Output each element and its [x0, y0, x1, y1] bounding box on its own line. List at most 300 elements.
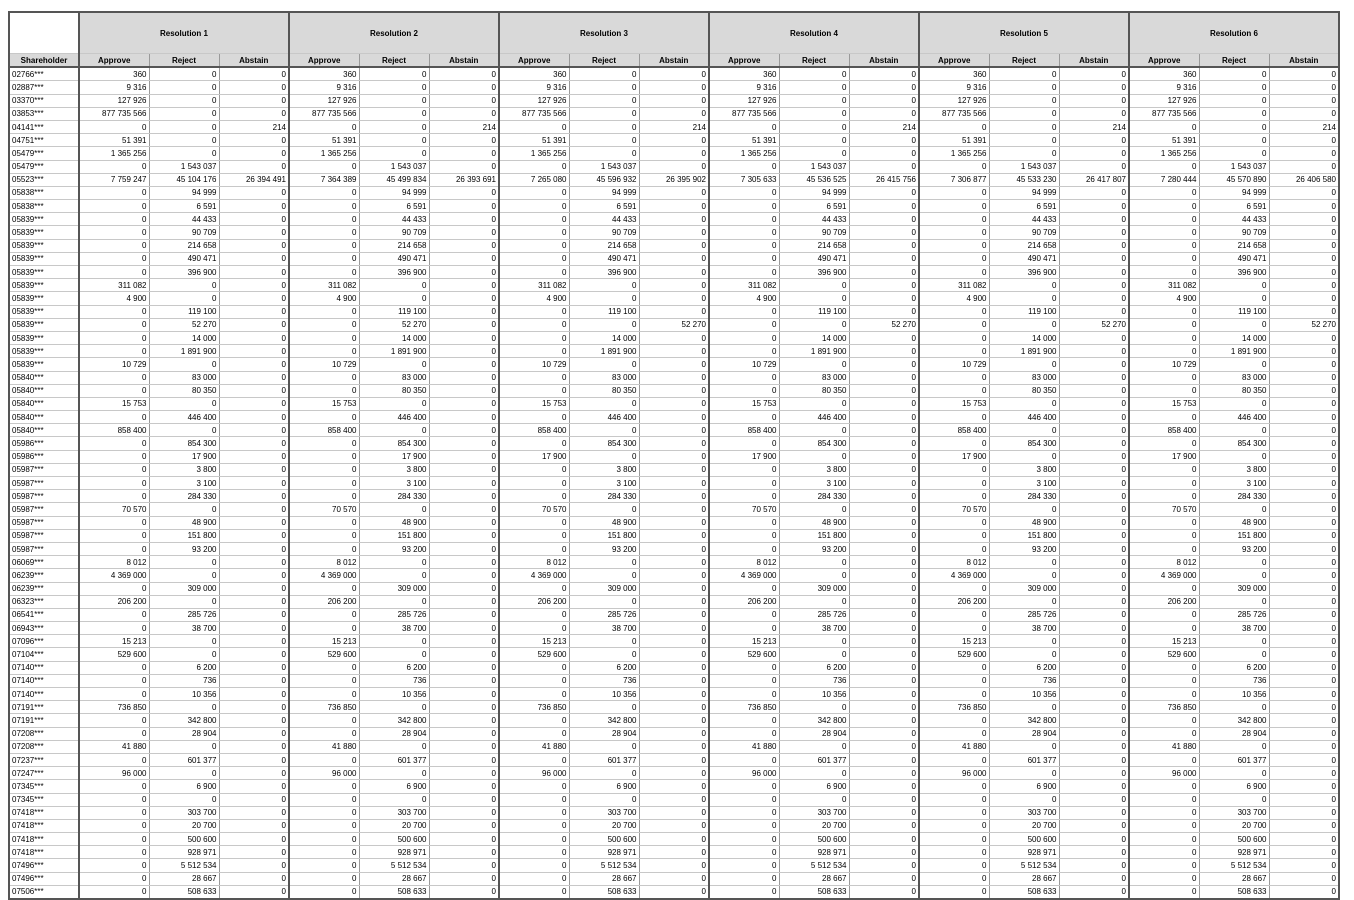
abstain-cell: 0 — [1269, 186, 1339, 199]
abstain-cell: 0 — [639, 661, 709, 674]
reject-cell: 48 900 — [1199, 516, 1269, 529]
reject-cell: 0 — [149, 81, 219, 94]
approve-cell: 0 — [919, 727, 989, 740]
reject-cell: 284 330 — [149, 490, 219, 503]
reject-cell: 48 900 — [989, 516, 1059, 529]
shareholder-cell: 05840*** — [9, 397, 79, 410]
reject-cell: 0 — [1199, 793, 1269, 806]
abstain-cell: 0 — [639, 94, 709, 107]
abstain-cell: 0 — [639, 806, 709, 819]
reject-cell: 14 000 — [359, 331, 429, 344]
abstain-cell: 0 — [1269, 266, 1339, 279]
approve-cell: 1 365 256 — [1129, 147, 1199, 160]
reject-cell: 90 709 — [989, 226, 1059, 239]
abstain-cell: 0 — [1059, 622, 1129, 635]
approve-cell: 0 — [1129, 411, 1199, 424]
abstain-cell: 0 — [639, 411, 709, 424]
approve-cell: 0 — [919, 806, 989, 819]
reject-cell: 0 — [779, 94, 849, 107]
approve-cell: 0 — [709, 529, 779, 542]
approve-cell: 0 — [919, 463, 989, 476]
abstain-cell: 0 — [849, 107, 919, 120]
shareholder-cell: 06541*** — [9, 608, 79, 621]
abstain-cell: 0 — [1269, 424, 1339, 437]
approve-header: Approve — [289, 54, 359, 68]
approve-cell: 0 — [79, 252, 149, 265]
approve-cell: 0 — [709, 490, 779, 503]
abstain-cell: 0 — [849, 661, 919, 674]
reject-cell: 94 999 — [149, 186, 219, 199]
abstain-cell: 0 — [1269, 147, 1339, 160]
abstain-cell: 0 — [849, 200, 919, 213]
abstain-cell: 0 — [639, 226, 709, 239]
abstain-cell: 0 — [849, 833, 919, 846]
abstain-cell: 0 — [1059, 780, 1129, 793]
approve-cell: 15 753 — [79, 397, 149, 410]
abstain-cell: 0 — [1059, 635, 1129, 648]
reject-cell: 0 — [149, 397, 219, 410]
shareholder-cell: 05839*** — [9, 213, 79, 226]
abstain-cell: 0 — [849, 780, 919, 793]
abstain-cell: 0 — [1059, 674, 1129, 687]
approve-cell: 0 — [499, 437, 569, 450]
abstain-cell: 0 — [639, 463, 709, 476]
abstain-cell: 0 — [1059, 701, 1129, 714]
approve-cell: 0 — [499, 661, 569, 674]
shareholder-cell: 05987*** — [9, 542, 79, 555]
abstain-cell: 0 — [219, 529, 289, 542]
abstain-cell: 0 — [849, 292, 919, 305]
abstain-cell: 0 — [429, 859, 499, 872]
reject-cell: 0 — [359, 648, 429, 661]
approve-cell: 0 — [499, 714, 569, 727]
abstain-cell: 0 — [639, 358, 709, 371]
abstain-cell: 0 — [1269, 437, 1339, 450]
reject-cell: 20 700 — [359, 819, 429, 832]
approve-cell: 0 — [919, 859, 989, 872]
approve-cell: 0 — [499, 477, 569, 490]
reject-cell: 28 667 — [359, 872, 429, 885]
approve-cell: 0 — [79, 120, 149, 133]
abstain-cell: 0 — [849, 147, 919, 160]
abstain-cell: 0 — [1269, 331, 1339, 344]
abstain-cell: 0 — [1269, 397, 1339, 410]
abstain-cell: 0 — [639, 846, 709, 859]
approve-cell: 0 — [499, 806, 569, 819]
abstain-cell: 0 — [219, 740, 289, 753]
approve-cell: 127 926 — [709, 94, 779, 107]
table-row — [9, 490, 1339, 503]
reject-cell: 45 499 834 — [359, 173, 429, 186]
reject-cell: 0 — [989, 595, 1059, 608]
reject-cell: 446 400 — [779, 411, 849, 424]
abstain-cell: 0 — [639, 727, 709, 740]
reject-cell: 0 — [989, 358, 1059, 371]
abstain-cell: 0 — [639, 885, 709, 899]
reject-cell: 3 800 — [779, 463, 849, 476]
abstain-cell: 0 — [429, 279, 499, 292]
abstain-cell: 0 — [1269, 345, 1339, 358]
reject-cell: 0 — [569, 67, 639, 81]
abstain-cell: 0 — [429, 200, 499, 213]
abstain-cell: 0 — [429, 292, 499, 305]
reject-cell: 0 — [1199, 134, 1269, 147]
shareholder-cell: 05987*** — [9, 529, 79, 542]
reject-cell: 6 591 — [989, 200, 1059, 213]
reject-cell: 119 100 — [359, 305, 429, 318]
approve-cell: 0 — [79, 266, 149, 279]
approve-cell: 0 — [709, 661, 779, 674]
abstain-cell: 0 — [1059, 371, 1129, 384]
approve-cell: 311 082 — [919, 279, 989, 292]
approve-cell: 877 735 566 — [1129, 107, 1199, 120]
table-row — [9, 384, 1339, 397]
reject-cell: 3 800 — [149, 463, 219, 476]
approve-cell: 8 012 — [499, 556, 569, 569]
reject-cell: 736 — [779, 674, 849, 687]
approve-cell: 0 — [919, 688, 989, 701]
reject-cell: 119 100 — [149, 305, 219, 318]
abstain-cell: 0 — [1269, 490, 1339, 503]
approve-cell: 0 — [919, 411, 989, 424]
shareholder-cell: 06943*** — [9, 622, 79, 635]
reject-cell: 0 — [569, 635, 639, 648]
reject-cell: 48 900 — [149, 516, 219, 529]
reject-cell: 119 100 — [569, 305, 639, 318]
approve-cell: 9 316 — [1129, 81, 1199, 94]
approve-cell: 15 213 — [79, 635, 149, 648]
abstain-cell: 0 — [1269, 793, 1339, 806]
shareholder-cell: 05987*** — [9, 503, 79, 516]
reject-cell: 80 350 — [989, 384, 1059, 397]
abstain-cell: 0 — [1269, 872, 1339, 885]
abstain-cell: 0 — [1059, 793, 1129, 806]
abstain-cell: 0 — [1059, 463, 1129, 476]
reject-cell: 20 700 — [779, 819, 849, 832]
approve-cell: 4 900 — [499, 292, 569, 305]
abstain-cell: 0 — [1059, 331, 1129, 344]
approve-cell: 0 — [709, 885, 779, 899]
approve-cell: 0 — [289, 582, 359, 595]
shareholder-cell: 07496*** — [9, 859, 79, 872]
shareholder-cell: 05986*** — [9, 437, 79, 450]
approve-cell: 0 — [79, 806, 149, 819]
approve-cell: 15 213 — [919, 635, 989, 648]
abstain-cell: 0 — [429, 516, 499, 529]
reject-cell: 3 100 — [569, 477, 639, 490]
abstain-cell: 0 — [1059, 252, 1129, 265]
reject-cell: 601 377 — [149, 753, 219, 766]
approve-cell: 0 — [79, 450, 149, 463]
abstain-cell: 0 — [639, 239, 709, 252]
reject-header: Reject — [779, 54, 849, 68]
approve-cell: 858 400 — [709, 424, 779, 437]
abstain-cell: 0 — [639, 134, 709, 147]
abstain-cell: 0 — [639, 186, 709, 199]
table-row — [9, 872, 1339, 885]
abstain-cell: 0 — [219, 503, 289, 516]
reject-cell: 3 100 — [1199, 477, 1269, 490]
approve-cell: 0 — [709, 674, 779, 687]
abstain-cell: 0 — [639, 252, 709, 265]
shareholder-cell: 07496*** — [9, 872, 79, 885]
abstain-cell: 0 — [849, 635, 919, 648]
reject-cell: 928 971 — [359, 846, 429, 859]
reject-cell: 0 — [359, 767, 429, 780]
approve-cell: 0 — [919, 200, 989, 213]
reject-cell: 0 — [569, 450, 639, 463]
reject-cell: 38 700 — [149, 622, 219, 635]
approve-cell: 0 — [709, 542, 779, 555]
abstain-cell: 0 — [429, 846, 499, 859]
abstain-cell: 0 — [849, 714, 919, 727]
shareholder-cell: 07140*** — [9, 661, 79, 674]
abstain-cell: 0 — [219, 266, 289, 279]
approve-cell: 0 — [1129, 833, 1199, 846]
approve-cell: 0 — [79, 490, 149, 503]
reject-cell: 1 891 900 — [1199, 345, 1269, 358]
abstain-cell: 0 — [1269, 569, 1339, 582]
abstain-cell: 0 — [429, 477, 499, 490]
approve-cell: 15 213 — [1129, 635, 1199, 648]
abstain-cell: 0 — [429, 94, 499, 107]
abstain-cell: 0 — [849, 622, 919, 635]
approve-cell: 0 — [1129, 331, 1199, 344]
reject-cell: 500 600 — [149, 833, 219, 846]
reject-cell: 854 300 — [989, 437, 1059, 450]
reject-cell: 396 900 — [989, 266, 1059, 279]
reject-cell: 38 700 — [359, 622, 429, 635]
approve-cell: 877 735 566 — [79, 107, 149, 120]
shareholder-cell: 07506*** — [9, 885, 79, 899]
reject-cell: 28 904 — [779, 727, 849, 740]
approve-cell: 17 900 — [1129, 450, 1199, 463]
reject-cell: 94 999 — [569, 186, 639, 199]
approve-cell: 4 369 000 — [1129, 569, 1199, 582]
shareholder-cell: 05479*** — [9, 147, 79, 160]
abstain-cell: 0 — [1059, 542, 1129, 555]
reject-cell: 0 — [149, 424, 219, 437]
approve-cell: 0 — [289, 780, 359, 793]
abstain-cell: 0 — [849, 688, 919, 701]
approve-cell: 0 — [919, 885, 989, 899]
abstain-cell: 0 — [1269, 556, 1339, 569]
corner-cell — [9, 12, 79, 54]
approve-cell: 311 082 — [1129, 279, 1199, 292]
reject-cell: 0 — [989, 67, 1059, 81]
approve-cell: 529 600 — [919, 648, 989, 661]
abstain-cell: 0 — [219, 200, 289, 213]
reject-cell: 508 633 — [1199, 885, 1269, 899]
reject-cell: 0 — [359, 292, 429, 305]
abstain-cell: 0 — [1269, 819, 1339, 832]
table-row — [9, 134, 1339, 147]
abstain-cell: 0 — [1269, 239, 1339, 252]
shareholder-cell: 06323*** — [9, 595, 79, 608]
shareholder-cell: 07140*** — [9, 688, 79, 701]
abstain-cell: 0 — [429, 358, 499, 371]
table-row — [9, 793, 1339, 806]
approve-cell: 127 926 — [1129, 94, 1199, 107]
approve-cell: 0 — [289, 529, 359, 542]
shareholder-cell: 06239*** — [9, 569, 79, 582]
table-row — [9, 833, 1339, 846]
reject-cell: 500 600 — [359, 833, 429, 846]
reject-cell: 48 900 — [569, 516, 639, 529]
abstain-cell: 0 — [429, 806, 499, 819]
abstain-cell: 0 — [429, 595, 499, 608]
reject-cell: 0 — [1199, 318, 1269, 331]
approve-cell: 0 — [289, 120, 359, 133]
table-row — [9, 885, 1339, 899]
abstain-cell: 0 — [1269, 661, 1339, 674]
reject-cell: 854 300 — [149, 437, 219, 450]
abstain-cell: 0 — [639, 67, 709, 81]
abstain-cell: 0 — [639, 292, 709, 305]
approve-cell: 0 — [1129, 490, 1199, 503]
abstain-cell: 0 — [1059, 727, 1129, 740]
abstain-cell: 0 — [219, 358, 289, 371]
reject-cell: 3 800 — [989, 463, 1059, 476]
reject-cell: 1 891 900 — [149, 345, 219, 358]
table-body — [9, 67, 1339, 899]
reject-cell: 0 — [149, 793, 219, 806]
reject-cell: 90 709 — [1199, 226, 1269, 239]
abstain-cell: 0 — [1059, 714, 1129, 727]
abstain-cell: 0 — [219, 780, 289, 793]
approve-cell: 8 012 — [289, 556, 359, 569]
reject-cell: 3 800 — [569, 463, 639, 476]
reject-cell: 309 000 — [149, 582, 219, 595]
approve-cell: 0 — [919, 516, 989, 529]
abstain-cell: 0 — [639, 305, 709, 318]
reject-cell: 0 — [1199, 701, 1269, 714]
approve-cell: 0 — [499, 819, 569, 832]
approve-cell: 0 — [919, 780, 989, 793]
abstain-cell: 0 — [1059, 516, 1129, 529]
approve-cell: 0 — [79, 384, 149, 397]
reject-cell: 601 377 — [569, 753, 639, 766]
shareholder-cell: 07237*** — [9, 753, 79, 766]
abstain-cell: 26 417 807 — [1059, 173, 1129, 186]
shareholder-cell: 05840*** — [9, 424, 79, 437]
reject-cell: 94 999 — [359, 186, 429, 199]
approve-cell: 0 — [709, 477, 779, 490]
approve-cell: 0 — [709, 200, 779, 213]
table-row — [9, 674, 1339, 687]
abstain-cell: 0 — [1269, 608, 1339, 621]
reject-cell: 854 300 — [1199, 437, 1269, 450]
approve-cell: 0 — [1129, 753, 1199, 766]
approve-cell: 127 926 — [289, 94, 359, 107]
abstain-cell: 0 — [849, 186, 919, 199]
approve-cell: 4 369 000 — [79, 569, 149, 582]
approve-cell: 41 880 — [709, 740, 779, 753]
approve-cell: 0 — [499, 305, 569, 318]
abstain-cell: 0 — [849, 819, 919, 832]
approve-cell: 0 — [1129, 384, 1199, 397]
approve-cell: 0 — [709, 819, 779, 832]
reject-cell: 0 — [1199, 81, 1269, 94]
table-row — [9, 81, 1339, 94]
reject-cell: 0 — [569, 767, 639, 780]
reject-cell: 45 570 890 — [1199, 173, 1269, 186]
approve-cell: 0 — [709, 437, 779, 450]
table-row — [9, 266, 1339, 279]
reject-cell: 396 900 — [149, 266, 219, 279]
abstain-cell: 0 — [639, 714, 709, 727]
approve-cell: 0 — [499, 582, 569, 595]
approve-cell: 311 082 — [499, 279, 569, 292]
abstain-cell: 0 — [1059, 134, 1129, 147]
approve-cell: 70 570 — [709, 503, 779, 516]
approve-cell: 0 — [919, 833, 989, 846]
approve-cell: 0 — [499, 160, 569, 173]
approve-cell: 0 — [1129, 437, 1199, 450]
table-row — [9, 767, 1339, 780]
approve-cell: 15 213 — [499, 635, 569, 648]
abstain-cell: 0 — [849, 767, 919, 780]
shareholder-cell: 05839*** — [9, 305, 79, 318]
approve-cell: 0 — [79, 846, 149, 859]
abstain-cell: 0 — [1269, 714, 1339, 727]
abstain-cell: 0 — [429, 411, 499, 424]
approve-cell: 0 — [289, 411, 359, 424]
abstain-cell: 0 — [849, 411, 919, 424]
reject-cell: 490 471 — [779, 252, 849, 265]
abstain-cell: 0 — [1269, 200, 1339, 213]
abstain-header: Abstain — [639, 54, 709, 68]
abstain-cell: 0 — [1269, 701, 1339, 714]
table-row — [9, 239, 1339, 252]
approve-cell: 41 880 — [919, 740, 989, 753]
approve-cell: 41 880 — [499, 740, 569, 753]
abstain-cell: 0 — [429, 674, 499, 687]
table-row — [9, 595, 1339, 608]
approve-cell: 0 — [1129, 780, 1199, 793]
shareholder-cell: 04141*** — [9, 120, 79, 133]
abstain-cell: 0 — [639, 331, 709, 344]
reject-cell: 0 — [149, 67, 219, 81]
table-row — [9, 252, 1339, 265]
abstain-cell: 0 — [219, 872, 289, 885]
reject-cell: 0 — [989, 503, 1059, 516]
shareholder-cell: 05839*** — [9, 345, 79, 358]
approve-cell: 0 — [1129, 608, 1199, 621]
abstain-cell: 0 — [1059, 477, 1129, 490]
approve-cell: 0 — [289, 213, 359, 226]
approve-cell: 0 — [709, 727, 779, 740]
abstain-cell: 0 — [429, 147, 499, 160]
shareholder-cell: 07418*** — [9, 819, 79, 832]
resolution-header-2: Resolution 2 — [289, 12, 499, 54]
approve-cell: 17 900 — [919, 450, 989, 463]
abstain-cell: 0 — [1269, 859, 1339, 872]
shareholder-cell: 05839*** — [9, 279, 79, 292]
approve-cell: 70 570 — [79, 503, 149, 516]
reject-cell: 309 000 — [359, 582, 429, 595]
abstain-cell: 0 — [1059, 753, 1129, 766]
table-row — [9, 753, 1339, 766]
reject-cell: 285 726 — [149, 608, 219, 621]
approve-header: Approve — [709, 54, 779, 68]
approve-cell: 0 — [289, 200, 359, 213]
abstain-cell: 26 394 491 — [219, 173, 289, 186]
approve-cell: 0 — [289, 252, 359, 265]
abstain-cell: 0 — [1269, 477, 1339, 490]
abstain-cell: 0 — [219, 477, 289, 490]
approve-cell: 0 — [499, 213, 569, 226]
